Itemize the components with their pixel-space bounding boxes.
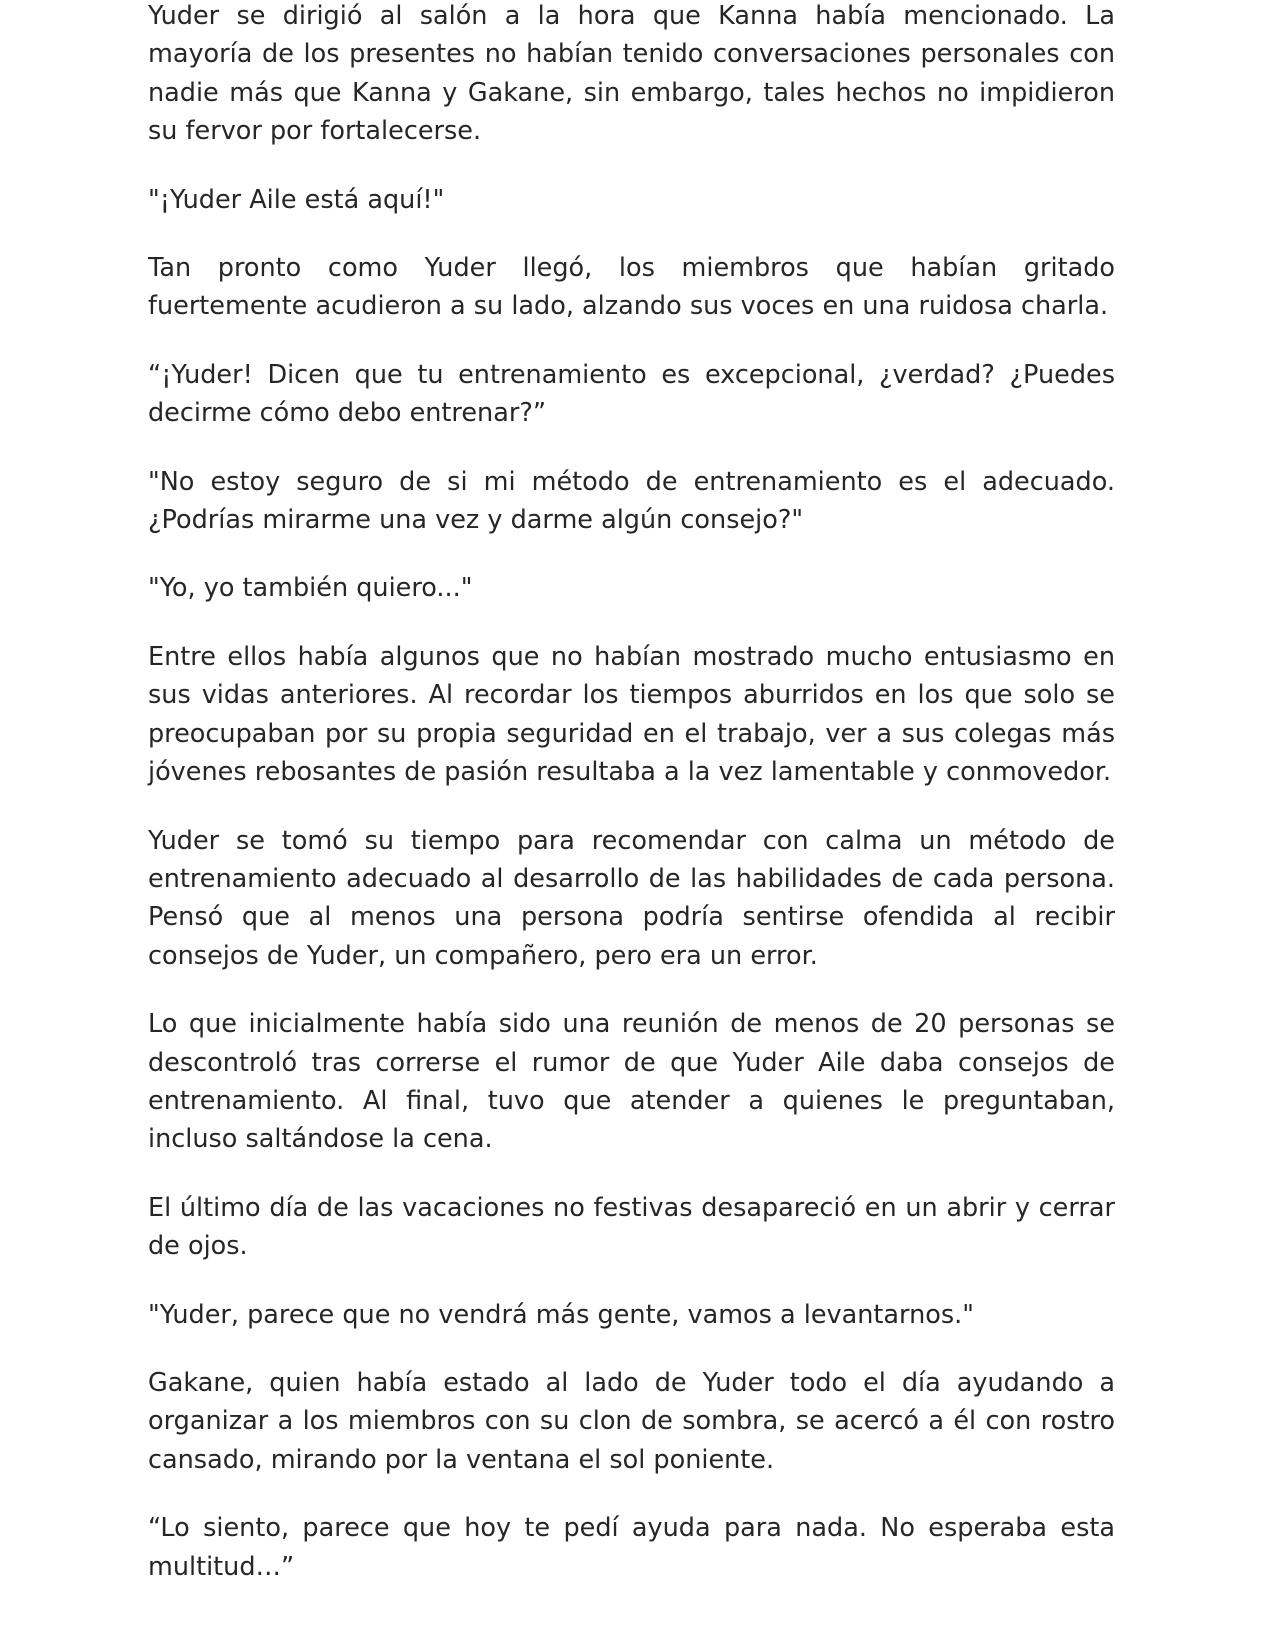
text-column — [148, 0, 1115, 1616]
paragraph: El último día de las vacaciones no festivas desapareció en un abrir y cerrar de ojos. — [148, 1192, 1115, 1262]
paragraph: Yuder se tomó su tiempo para recomendar con calma un método de entrenamiento adecuado al desarrollo de las habilidades de cada persona. Pensó que al menos una persona podría sentirse ofendida al recibir consejos de Yuder, un compañero, pero era un error. — [148, 825, 1115, 971]
paragraph: "¡Yuder Aile está aquí!" — [148, 184, 445, 215]
paragraph: Gakane, quien había estado al lado de Yuder todo el día ayudando a organizar a los miembros con su clon de sombra, se acercó a él con rostro cansado, mirando por la ventana el sol poniente. — [148, 1367, 1115, 1475]
paragraph: Yuder se dirigió al salón a la hora que Kanna había mencionado. La mayoría de los presentes no habían tenido conversaciones personales con nadie más que Kanna y Gakane, sin embargo, tales hechos no impidieron su fervor por fortalecerse. — [148, 1, 1115, 147]
paragraph: "No estoy seguro de si mi método de entrenamiento es el adecuado. ¿Podrías mirarme una vez y darme algún consejo?" — [148, 466, 1115, 536]
paragraph: “¡Yuder! Dicen que tu entrenamiento es excepcional, ¿verdad? ¿Puedes decirme cómo debo entrenar?” — [148, 359, 1115, 429]
paragraph: Lo que inicialmente había sido una reunión de menos de 20 personas se descontroló tras correrse el rumor de que Yuder Aile daba consejos de entrenamiento. Al final, tuvo que atender a quienes le preguntaban, incluso saltándose la cena. — [148, 1009, 1115, 1155]
paragraph: Tan pronto como Yuder llegó, los miembros que habían gritado fuertemente acudieron a su lado, alzando sus voces en una ruidosa charla. — [148, 253, 1115, 322]
paragraph: “Lo siento, parece que hoy te pedí ayuda para nada. No esperaba esta multitud…” — [148, 1513, 1115, 1582]
paragraph: "Yuder, parece que no vendrá más gente, vamos a levantarnos." — [148, 1299, 974, 1330]
paragraph: Entre ellos había algunos que no habían mostrado mucho entusiasmo en sus vidas anteriores. Al recordar los tiempos aburridos en los que solo se preocupaban por su propia seguridad en el trabajo, ver a sus colegas más jóvenes rebosantes de pasión resultaba a la vez lamentable y conmovedor. — [148, 641, 1115, 788]
paragraph: "Yo, yo también quiero..." — [148, 573, 473, 604]
